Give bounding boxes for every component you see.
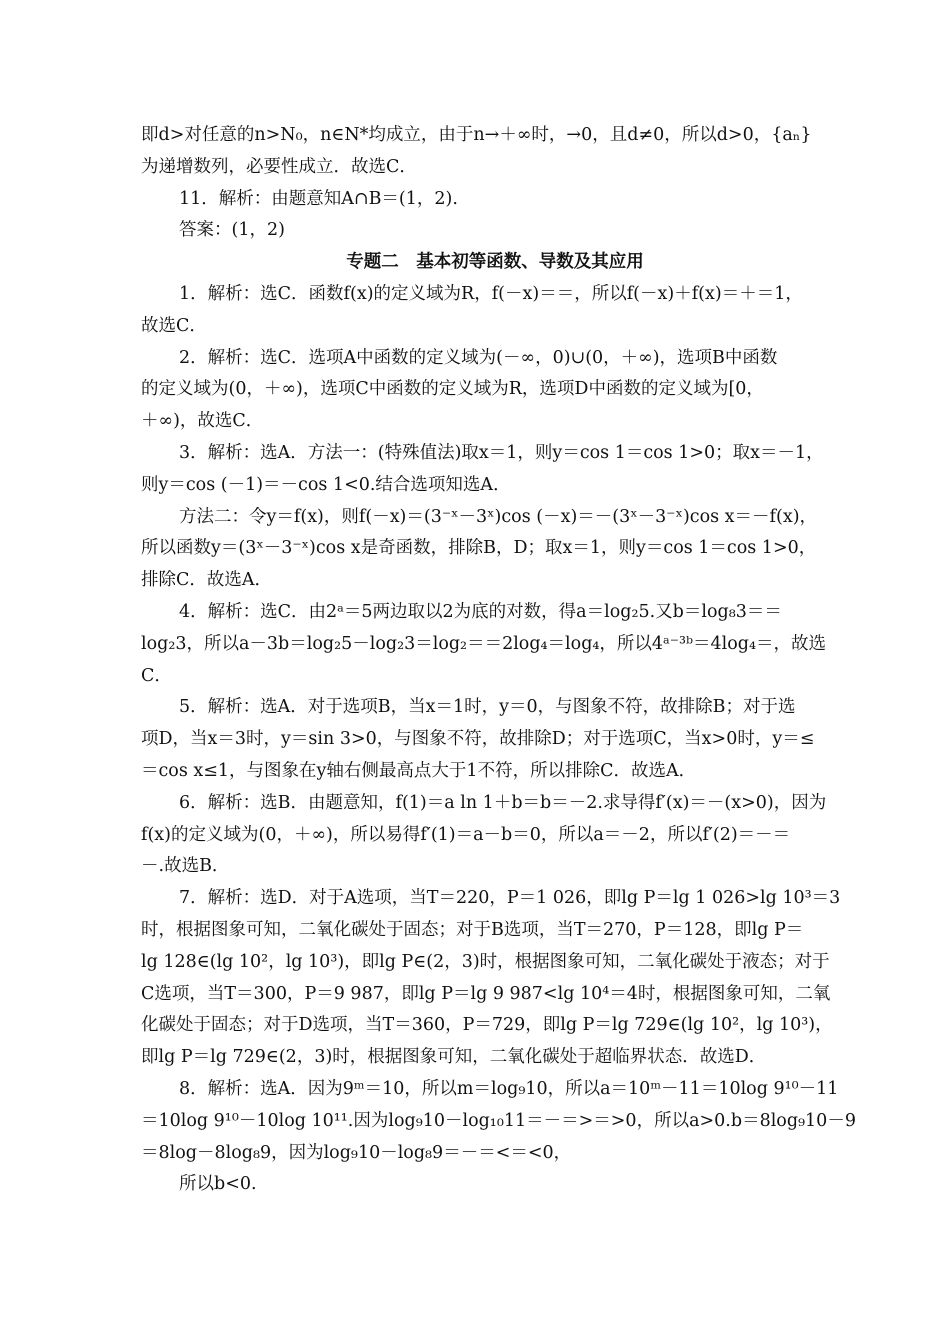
text-line: 方法二：令y＝f(x)，则f(－x)＝(3⁻ˣ－3ˣ)cos (－x)＝－(3ˣ－3⁻ˣ)cos x＝－f(x)，: [179, 506, 818, 527]
text-line: ＝cos x≤1，与图象在y轴右侧最高点大于1不符，所以排除C．故选A．: [141, 760, 697, 781]
text-line: 2．解析：选C．选项A中函数的定义域为(－∞，0)∪(0，＋∞)，选项B中函数: [179, 347, 778, 368]
text-line: 排除C．故选A．: [141, 570, 273, 591]
text-line: ＋∞)，故选C．: [141, 411, 264, 432]
text-line: 的定义域为(0，＋∞)，选项C中函数的定义域为R，选项D中函数的定义域为[0，: [141, 379, 764, 400]
text-line: 6．解析：选B．由题意知，f(1)＝a ln 1＋b＝b＝－2.求导得f′(x)＝－(x>0)，因为: [179, 792, 827, 813]
text-line: 答案：(1，2): [179, 220, 285, 241]
text-line: 5．解析：选A．对于选项B，当x＝1时，y＝0，与图象不符，故排除B；对于选: [179, 697, 796, 718]
text-line: 所以函数y＝(3ˣ－3⁻ˣ)cos x是奇函数，排除B，D；取x＝1，则y＝cos 1＝cos 1>0，: [141, 538, 817, 559]
text-line: 即d>对任意的n>N₀，n∈N*均成立，由于n→＋∞时，→0，且d≠0，所以d>0，{aₙ}: [141, 125, 812, 145]
text-line: 11．解析：由题意知A∩B＝(1，2).: [179, 188, 458, 209]
text-line: 项D，当x＝3时，y＝sin 3>0，与图象不符，故排除D；对于选项C，当x>0时，y＝≤: [141, 729, 815, 750]
text-line: ＝8log－8log₈9，因为log₉10－log₈9＝－＝<＝<0，: [141, 1142, 572, 1163]
text-line: C．: [141, 665, 172, 686]
text-line: f(x)的定义域为(0，＋∞)，所以易得f′(1)＝a－b＝0，所以a＝－2，所以f′(2)＝－＝: [141, 824, 791, 845]
text-line: 时，根据图象可知，二氧化碳处于固态；对于B选项，当T＝270，P＝128，即lg P＝: [141, 919, 804, 940]
text-line: C选项，当T＝300，P＝9 987，即lg P＝lg 9 987<lg 10⁴＝4时，根据图象可知，二氧: [141, 983, 831, 1004]
text-line: 所以b<0.: [179, 1174, 257, 1195]
text-line: 化碳处于固态；对于D选项，当T＝360，P＝729，即lg P＝lg 729∈(lg 10²，lg 10³)，: [141, 1015, 833, 1036]
document-body: [141, 120, 856, 1201]
text-line: ＝10log 9¹⁰－10log 10¹¹.因为log₉10－log₁₀11＝－＝>＝>0，所以a>0.b＝8log₉10－9: [141, 1110, 856, 1131]
text-line: －.故选B．: [141, 856, 230, 877]
text-line: 故选C．: [141, 315, 207, 336]
text-line: 为递增数列，必要性成立．故选C．: [141, 156, 417, 177]
text-line: 4．解析：选C．由2ᵃ＝5两边取以2为底的对数，得a＝log₂5.又b＝log₈3＝＝: [179, 601, 782, 622]
text-line: 则y＝cos (－1)＝－cos 1<0.结合选项知选A．: [141, 474, 511, 495]
text-line: lg 128∈(lg 10²，lg 10³)，即lg P∈(2，3)时，根据图象可知，二氧化碳处于液态；对于: [141, 951, 830, 972]
section-title: 专题二 基本初等函数、导数及其应用: [346, 252, 644, 273]
text-line: 7．解析：选D．对于A选项，当T＝220，P＝1 026，即lg P＝lg 1 026>lg 10³＝3: [179, 888, 841, 909]
text-line: 3．解析：选A．方法一：(特殊值法)取x＝1，则y＝cos 1＝cos 1>0；取x＝－1，: [179, 442, 824, 463]
text-line: log₂3，所以a－3b＝log₂5－log₂3＝log₂＝＝2log₄＝log₄，所以4ᵃ⁻³ᵇ＝4log₄＝，故选: [141, 633, 827, 654]
text-line: 1．解析：选C．函数f(x)的定义域为R，f(－x)＝＝，所以f(－x)＋f(x)＝＋＝1，: [179, 283, 803, 304]
text-line: 即lg P＝lg 729∈(2，3)时，根据图象可知，二氧化碳处于超临界状态．故选D．: [141, 1047, 767, 1068]
text-line: 8．解析：选A．因为9ᵐ＝10，所以m＝log₉10，所以a＝10ᵐ－11＝10log 9¹⁰－11: [179, 1078, 839, 1099]
